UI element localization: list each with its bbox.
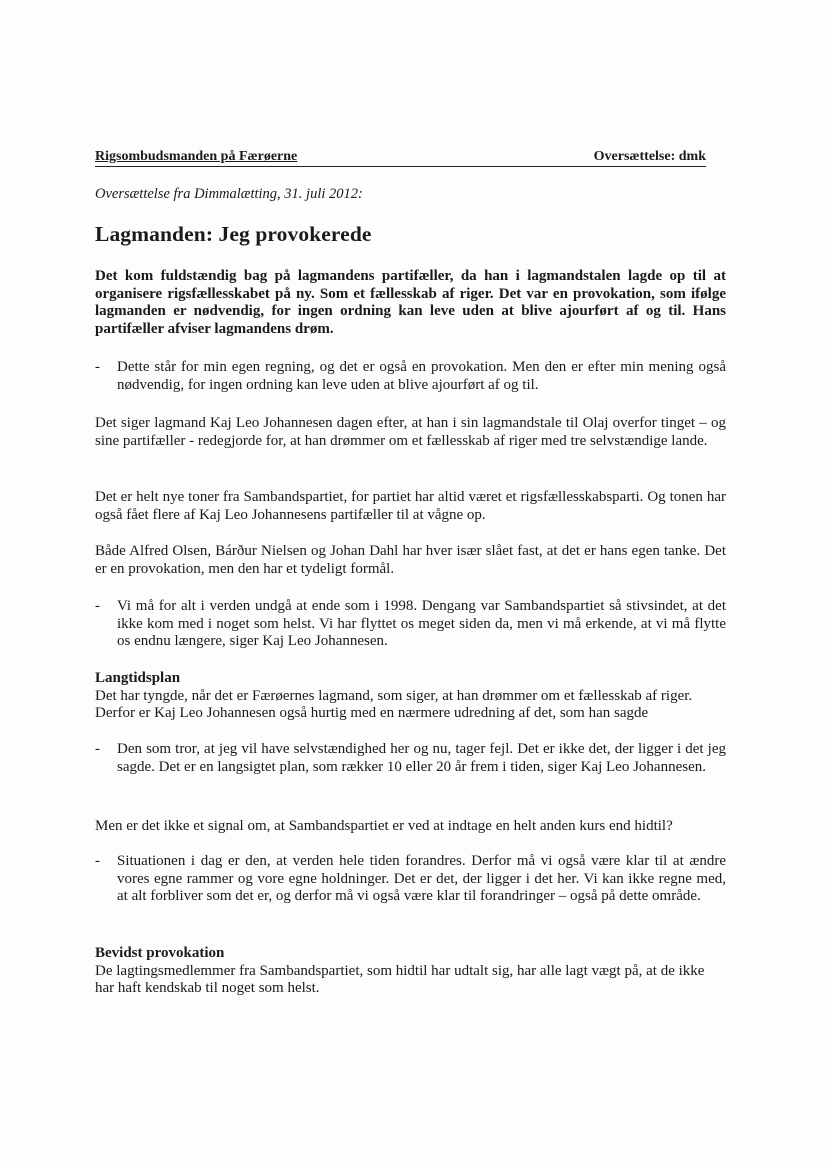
bullet-dash: - — [95, 598, 100, 614]
bullet-dash: - — [95, 853, 100, 869]
quote-text: Situationen i dag er den, at verden hele tiden forandres. Derfor må vi også være klar til at ændre vores egne rammer og vore egne holdninger. Det er det, der ligger i det her. Vi kan ikke regne med, at alt forbliver som det er, og derfor må vi også være klar til forandringer – også på dette område. — [117, 853, 726, 905]
source-line: Oversættelse fra Dimmalætting, 31. juli 2012: — [95, 186, 363, 202]
quote-paragraph — [95, 741, 726, 776]
quote-text: Den som tror, at jeg vil have selvstændighed her og nu, tager fejl. Det er ikke det, der ligger i det jeg sagde. Det er en langsigtet plan, som rækker 10 eller 20 år frem i tiden, siger Kaj Leo Johannesen. — [117, 741, 726, 775]
bullet-dash: - — [95, 359, 100, 375]
header-translation-note: Oversættelse: dmk — [593, 149, 706, 164]
body-paragraph: Både Alfred Olsen, Bárður Nielsen og Johan Dahl har hver især slået fast, at det er hans egen tanke. Det er en provokation, men den har et tydeligt formål. — [95, 543, 726, 577]
body-paragraph: Det har tyngde, når det er Færøernes lagmand, som siger, at han drømmer om et fællesskab af riger. Derfor er Kaj Leo Johannesen også hurtig med en nærmere udredning af det, som han sagde — [95, 687, 693, 722]
body-paragraph: Men er det ikke et signal om, at Sambandspartiet er ved at indtage en helt anden kurs end hidtil? — [95, 818, 673, 834]
body-paragraph: Det er helt nye toner fra Sambandspartiet, for partiet har altid været et rigsfællesskabsparti. Og tonen har også fået flere af Kaj Leo Johannesens partifæller til at vågne op. — [95, 489, 726, 523]
bullet-dash: - — [95, 741, 100, 757]
quote-text: Vi må for alt i verden undgå at ende som i 1998. Dengang var Sambandspartiet så stivsindet, at det ikke kom med i noget som helst. Vi har flyttet os meget siden da, men vi må erkende, at vi må flytte os endnu længere, siger Kaj Leo Johannesen. — [117, 598, 726, 650]
body-paragraph: De lagtingsmedlemmer fra Sambandspartiet, som hidtil har udtalt sig, har alle lagt vægt på, at de ikke har haft kendskab til noget som helst. — [95, 962, 705, 997]
section-heading: Bevidst provokation — [95, 945, 225, 961]
section-bevidst-provokation — [95, 945, 726, 998]
section-langtidsplan — [95, 670, 726, 723]
header-organization: Rigsombudsmanden på Færøerne — [95, 149, 298, 164]
section-heading: Langtidsplan — [95, 670, 181, 686]
quote-paragraph — [95, 359, 726, 394]
document-header — [95, 149, 706, 167]
body-paragraph: Det siger lagmand Kaj Leo Johannesen dagen efter, at han i sin lagmandstale til Olaj overfor tinget – og sine partifæller - redegjorde for, at han drømmer om et fællesskab af riger med tre selvstændige lande. — [95, 415, 726, 449]
quote-paragraph — [95, 598, 726, 651]
article-lead: Det kom fuldstændig bag på lagmandens partifæller, da han i lagmandstalen lagde op til at organisere rigsfællesskabet på ny. Som et fællesskab af riger. Det var en provokation, som ifølge lagmanden er nødvendig, for ingen ordning kan leve uden at blive ajourført af og til. Hans partifæller afviser lagmandens drøm. — [95, 268, 726, 338]
article-title: Lagmanden: Jeg provokerede — [95, 222, 372, 246]
quote-text: Dette står for min egen regning, og det er også en provokation. Men den er efter min mening også nødvendig, for ingen ordning kan leve uden at blive ajourført af og til. — [117, 359, 726, 393]
quote-paragraph — [95, 853, 726, 906]
